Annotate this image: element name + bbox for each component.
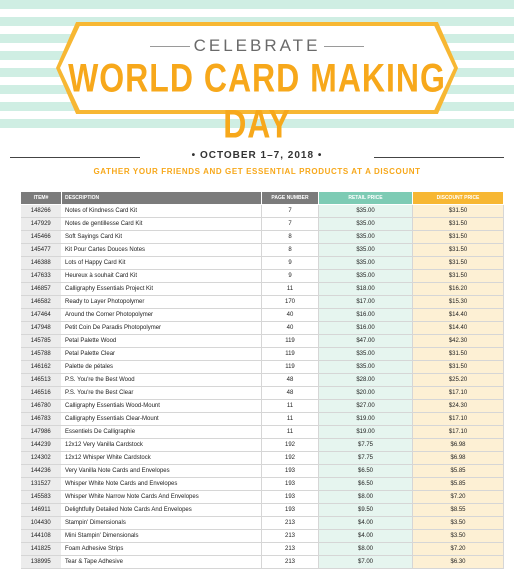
page-number-cell: 11 (262, 426, 319, 439)
table-row (21, 244, 504, 257)
page-number-cell: 8 (262, 244, 319, 257)
table-row (21, 439, 504, 452)
page-number-cell: 119 (262, 361, 319, 374)
description-cell: Heureux à souhait Card Kit (62, 270, 262, 283)
page-number-cell: 48 (262, 387, 319, 400)
table-row (21, 452, 504, 465)
description-cell: Kit Pour Cartes Douces Notes (62, 244, 262, 257)
date-right-rule (374, 157, 504, 158)
discount-price-cell: $31.50 (413, 218, 504, 231)
retail-price-cell: $35.00 (319, 361, 413, 374)
table-row (21, 556, 504, 569)
item-number-cell: 146516 (21, 387, 62, 400)
discount-price-cell: $3.50 (413, 530, 504, 543)
table-row (21, 257, 504, 270)
description-cell: Mini Stampin' Dimensionals (62, 530, 262, 543)
description-cell: Essentiels De Calligraphie (62, 426, 262, 439)
retail-price-cell: $18.00 (319, 283, 413, 296)
page-number-cell: 213 (262, 530, 319, 543)
retail-price-cell: $17.00 (319, 296, 413, 309)
event-dates: • OCTOBER 1–7, 2018 • (191, 150, 323, 161)
retail-price-cell: $8.00 (319, 543, 413, 556)
retail-price-cell: $28.00 (319, 374, 413, 387)
retail-price-cell: $7.75 (319, 452, 413, 465)
description-cell: Around the Corner Photopolymer (62, 309, 262, 322)
page-number-cell: 192 (262, 452, 319, 465)
discount-price-cell: $42.30 (413, 335, 504, 348)
page-number-cell: 193 (262, 504, 319, 517)
discount-price-cell: $31.50 (413, 361, 504, 374)
discount-price-cell: $3.50 (413, 517, 504, 530)
retail-price-cell: $16.00 (319, 322, 413, 335)
discount-price-cell: $6.30 (413, 556, 504, 569)
table-row (21, 413, 504, 426)
description-cell: 12x12 Very Vanilla Cardstock (62, 439, 262, 452)
item-number-cell: 146582 (21, 296, 62, 309)
column-header-discount: DISCOUNT PRICE (413, 192, 504, 205)
page-number-cell: 119 (262, 335, 319, 348)
table-row (21, 205, 504, 218)
description-cell: P.S. You're the Best Wood (62, 374, 262, 387)
item-number-cell: 147633 (21, 270, 62, 283)
item-number-cell: 138995 (21, 556, 62, 569)
discount-price-cell: $14.40 (413, 309, 504, 322)
retail-price-cell: $20.00 (319, 387, 413, 400)
discount-price-cell: $7.20 (413, 491, 504, 504)
description-cell: Palette de pétales (62, 361, 262, 374)
page-number-cell: 193 (262, 491, 319, 504)
retail-price-cell: $4.00 (319, 517, 413, 530)
description-cell: Notes de gentillesse Card Kit (62, 218, 262, 231)
item-number-cell: 146911 (21, 504, 62, 517)
description-cell: Very Vanilla Note Cards and Envelopes (62, 465, 262, 478)
page-number-cell: 48 (262, 374, 319, 387)
table-row (21, 517, 504, 530)
item-number-cell: 146857 (21, 283, 62, 296)
item-number-cell: 147948 (21, 322, 62, 335)
description-cell: Whisper White Note Cards and Envelopes (62, 478, 262, 491)
page-number-cell: 40 (262, 322, 319, 335)
retail-price-cell: $8.00 (319, 491, 413, 504)
table-row (21, 296, 504, 309)
discount-price-cell: $31.50 (413, 348, 504, 361)
item-number-cell: 148266 (21, 205, 62, 218)
item-number-cell: 145788 (21, 348, 62, 361)
item-number-cell: 141825 (21, 543, 62, 556)
retail-price-cell: $35.00 (319, 205, 413, 218)
item-number-cell: 144239 (21, 439, 62, 452)
table-header-row (21, 192, 504, 205)
table-row (21, 530, 504, 543)
table-row (21, 309, 504, 322)
page-number-cell: 40 (262, 309, 319, 322)
item-number-cell: 104430 (21, 517, 62, 530)
discount-price-cell: $7.20 (413, 543, 504, 556)
column-header-page: PAGE NUMBER (262, 192, 319, 205)
discount-price-cell: $6.98 (413, 439, 504, 452)
retail-price-cell: $35.00 (319, 270, 413, 283)
table-row (21, 348, 504, 361)
item-number-cell: 146162 (21, 361, 62, 374)
page-number-cell: 119 (262, 348, 319, 361)
page-number-cell: 192 (262, 439, 319, 452)
retail-price-cell: $7.75 (319, 439, 413, 452)
discount-price-cell: $24.30 (413, 400, 504, 413)
description-cell: Delightfully Detailed Note Cards And Envelopes (62, 504, 262, 517)
retail-price-cell: $19.00 (319, 426, 413, 439)
table-row (21, 283, 504, 296)
item-number-cell: 146388 (21, 257, 62, 270)
description-cell: 12x12 Whisper White Cardstock (62, 452, 262, 465)
date-row (0, 150, 514, 164)
item-number-cell: 145466 (21, 231, 62, 244)
discount-price-cell: $15.30 (413, 296, 504, 309)
column-header-item: ITEM# (21, 192, 62, 205)
description-cell: Ready to Layer Photopolymer (62, 296, 262, 309)
description-cell: Tear & Tape Adhesive (62, 556, 262, 569)
description-cell: Lots of Happy Card Kit (62, 257, 262, 270)
discount-price-cell: $25.20 (413, 374, 504, 387)
description-cell: Calligraphy Essentials Project Kit (62, 283, 262, 296)
column-header-retail: RETAIL PRICE (319, 192, 413, 205)
table-row (21, 231, 504, 244)
discount-price-cell: $17.10 (413, 387, 504, 400)
page-number-cell: 11 (262, 413, 319, 426)
discount-price-cell: $31.50 (413, 205, 504, 218)
discount-price-cell: $5.85 (413, 465, 504, 478)
description-cell: Soft Sayings Card Kit (62, 231, 262, 244)
table-row (21, 400, 504, 413)
description-cell: Notes of Kindness Card Kit (62, 205, 262, 218)
date-left-rule (10, 157, 140, 158)
description-cell: Calligraphy Essentials Clear-Mount (62, 413, 262, 426)
retail-price-cell: $27.00 (319, 400, 413, 413)
item-number-cell: 131527 (21, 478, 62, 491)
discount-price-cell: $31.50 (413, 270, 504, 283)
retail-price-cell: $7.00 (319, 556, 413, 569)
retail-price-cell: $35.00 (319, 348, 413, 361)
table-row (21, 374, 504, 387)
table-body (21, 205, 504, 569)
page-number-cell: 11 (262, 283, 319, 296)
description-cell: Petit Coin De Paradis Photopolymer (62, 322, 262, 335)
item-number-cell: 146780 (21, 400, 62, 413)
page-number-cell: 213 (262, 556, 319, 569)
description-cell: P.S. You're the Best Clear (62, 387, 262, 400)
page-number-cell: 7 (262, 218, 319, 231)
page-number-cell: 9 (262, 257, 319, 270)
discount-price-cell: $17.10 (413, 426, 504, 439)
item-number-cell: 146513 (21, 374, 62, 387)
discount-price-cell: $31.50 (413, 231, 504, 244)
tagline: GATHER YOUR FRIENDS AND GET ESSENTIAL PRODUCTS AT A DISCOUNT (93, 167, 421, 176)
retail-price-cell: $35.00 (319, 231, 413, 244)
description-cell: Whisper White Narrow Note Cards And Envelopes (62, 491, 262, 504)
product-table (20, 191, 504, 569)
retail-price-cell: $35.00 (319, 244, 413, 257)
retail-price-cell: $16.00 (319, 309, 413, 322)
page-number-cell: 9 (262, 270, 319, 283)
page-number-cell: 7 (262, 205, 319, 218)
description-cell: Foam Adhesive Strips (62, 543, 262, 556)
discount-price-cell: $31.50 (413, 257, 504, 270)
table-row (21, 387, 504, 400)
page-number-cell: 213 (262, 517, 319, 530)
celebrate-heading: CELEBRATE (193, 36, 321, 55)
retail-price-cell: $35.00 (319, 218, 413, 231)
retail-price-cell: $47.00 (319, 335, 413, 348)
item-number-cell: 124302 (21, 452, 62, 465)
retail-price-cell: $35.00 (319, 257, 413, 270)
table-row (21, 426, 504, 439)
page-number-cell: 193 (262, 465, 319, 478)
description-cell: Stampin' Dimensionals (62, 517, 262, 530)
page-number-cell: 170 (262, 296, 319, 309)
column-header-description: DESCRIPTION (62, 192, 262, 205)
item-number-cell: 146783 (21, 413, 62, 426)
page-number-cell: 8 (262, 231, 319, 244)
item-number-cell: 144108 (21, 530, 62, 543)
discount-price-cell: $5.85 (413, 478, 504, 491)
retail-price-cell: $6.50 (319, 465, 413, 478)
item-number-cell: 145583 (21, 491, 62, 504)
retail-price-cell: $19.00 (319, 413, 413, 426)
table-row (21, 361, 504, 374)
item-number-cell: 147929 (21, 218, 62, 231)
page-number-cell: 11 (262, 400, 319, 413)
item-number-cell: 147464 (21, 309, 62, 322)
discount-price-cell: $16.20 (413, 283, 504, 296)
page-title: WORLD CARD MAKING DAY (68, 55, 446, 147)
item-number-cell: 147986 (21, 426, 62, 439)
table-row (21, 543, 504, 556)
retail-price-cell: $6.50 (319, 478, 413, 491)
table-row (21, 491, 504, 504)
discount-price-cell: $8.55 (413, 504, 504, 517)
retail-price-cell: $4.00 (319, 530, 413, 543)
table-row (21, 478, 504, 491)
page-number-cell: 193 (262, 478, 319, 491)
description-cell: Calligraphy Essentials Wood-Mount (62, 400, 262, 413)
discount-price-cell: $14.40 (413, 322, 504, 335)
item-number-cell: 145785 (21, 335, 62, 348)
description-cell: Petal Palette Clear (62, 348, 262, 361)
table-row (21, 270, 504, 283)
table-row (21, 335, 504, 348)
page-number-cell: 213 (262, 543, 319, 556)
description-cell: Petal Palette Wood (62, 335, 262, 348)
table-row (21, 504, 504, 517)
item-number-cell: 145477 (21, 244, 62, 257)
discount-price-cell: $17.10 (413, 413, 504, 426)
discount-price-cell: $6.98 (413, 452, 504, 465)
item-number-cell: 144236 (21, 465, 62, 478)
retail-price-cell: $9.50 (319, 504, 413, 517)
discount-price-cell: $31.50 (413, 244, 504, 257)
table-row (21, 322, 504, 335)
table-row (21, 465, 504, 478)
table-row (21, 218, 504, 231)
